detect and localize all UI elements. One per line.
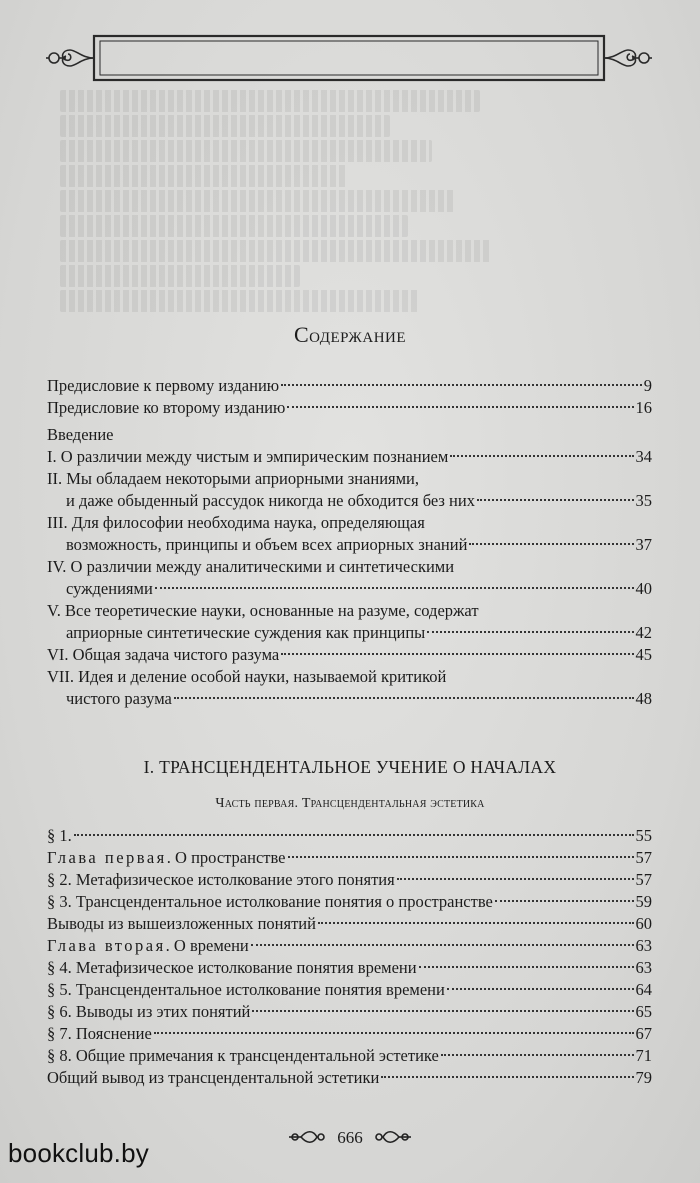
- entry-label: априорные синтетические суждения как принципы: [66, 623, 426, 642]
- page-ref: 9: [643, 376, 652, 395]
- toc-aesthetic: [47, 825, 652, 1089]
- toc-introduction: [47, 424, 652, 710]
- toc-entry: [47, 1045, 652, 1067]
- decorative-header-frame: [42, 28, 656, 88]
- entry-line: IV. О различии между аналитическими и синтетическими: [47, 557, 455, 576]
- entry-label: и даже обыденный рассудок никогда не обходится без них: [66, 491, 475, 510]
- entry-label: VI. Общая задача чистого разума: [47, 645, 280, 664]
- page-ref: 55: [635, 826, 652, 845]
- dot-leader: [251, 944, 634, 946]
- chapter-subject: . О времени: [165, 936, 249, 955]
- left-ornament-icon: [287, 1128, 327, 1151]
- toc-entry: [47, 825, 652, 847]
- page-ref: 37: [635, 535, 652, 554]
- dot-leader: [419, 966, 634, 968]
- page-ref: 71: [635, 1046, 652, 1065]
- dot-leader: [287, 406, 633, 408]
- dot-leader: [441, 1054, 634, 1056]
- toc-entry: [47, 375, 652, 397]
- entry-label: § 6. Выводы из этих понятий: [47, 1002, 251, 1021]
- dot-leader: [154, 1032, 634, 1034]
- entry-line: V. Все теоретические науки, основанные на разуме, содержат: [47, 601, 479, 620]
- dot-leader: [281, 384, 642, 386]
- dot-leader: [450, 455, 633, 457]
- entry-label: Предисловие ко второму изданию: [47, 398, 286, 417]
- introduction-heading: Введение: [47, 425, 114, 444]
- entry-label: Общий вывод из трансцендентальной эстетики: [47, 1068, 380, 1087]
- entry-label: § 7. Пояснение: [47, 1024, 152, 1043]
- dot-leader: [477, 499, 634, 501]
- entry-label: § 8. Общие примечания к трансцендентальной эстетике: [47, 1046, 439, 1065]
- toc-entry: [47, 490, 652, 512]
- toc-entry: [47, 957, 652, 979]
- section-title: I. ТРАНСЦЕНДЕНТАЛЬНОЕ УЧЕНИЕ О НАЧАЛАХ: [143, 757, 557, 777]
- dot-leader: [447, 988, 634, 990]
- page-ref: 48: [635, 689, 652, 708]
- page-ref: 35: [635, 491, 652, 510]
- page-ref: 45: [635, 645, 652, 664]
- page-number: 666: [337, 1128, 363, 1148]
- toc-entry: [47, 1001, 652, 1023]
- entry-label: § 4. Метафизическое истолкование понятия времени: [47, 958, 417, 977]
- right-ornament-icon: [373, 1128, 413, 1151]
- page-ref: 67: [635, 1024, 652, 1043]
- chapter-label: [47, 935, 249, 957]
- toc-entry: [47, 688, 652, 710]
- page-ref: 63: [635, 936, 652, 955]
- toc-entry: [47, 446, 652, 468]
- dot-leader: [281, 653, 633, 655]
- dot-leader: [495, 900, 634, 902]
- entry-label: § 1.: [47, 826, 72, 845]
- watermark: bookclub.by: [8, 1138, 149, 1168]
- entry-label: § 2. Метафизическое истолкование этого понятия: [47, 870, 395, 889]
- toc-entry: [47, 534, 652, 556]
- toc-entry: [47, 397, 652, 419]
- toc-entry: [47, 913, 652, 935]
- toc-entry: [47, 979, 652, 1001]
- toc-entry: [47, 891, 652, 913]
- page-ref: 60: [635, 914, 652, 933]
- toc-entry: [47, 1023, 652, 1045]
- page-ref: 57: [635, 870, 652, 889]
- dot-leader: [155, 587, 634, 589]
- toc-entry: [47, 622, 652, 644]
- contents-title: Содержание: [293, 322, 407, 347]
- dot-leader: [469, 543, 633, 545]
- chapter-subject: . О пространстве: [166, 848, 286, 867]
- dot-leader: [288, 856, 634, 858]
- toc-entry: [47, 1067, 652, 1089]
- chapter-name: Глава вторая: [47, 936, 166, 955]
- entry-label: возможность, принципы и объем всех априорных знаний: [66, 535, 468, 554]
- chapter-label: [47, 847, 286, 869]
- toc-entry: [47, 644, 652, 666]
- page-ref: 42: [635, 623, 652, 642]
- entry-label: Выводы из вышеизложенных понятий: [47, 914, 316, 933]
- dot-leader: [397, 878, 634, 880]
- entry-label: § 3. Трансцендентальное истолкование понятия о пространстве: [47, 892, 493, 911]
- page-ref: 40: [635, 579, 652, 598]
- entry-line: II. Мы обладаем некоторыми априорными знаниями,: [47, 469, 420, 488]
- entry-label: § 5. Трансцендентальное истолкование понятия времени: [47, 980, 445, 999]
- page-ref: 16: [635, 398, 652, 417]
- part-title: Часть первая. Трансцендентальная эстетика: [215, 796, 485, 811]
- page-ref: 79: [635, 1068, 652, 1087]
- dot-leader: [174, 697, 634, 699]
- chapter-name: Глава первая: [47, 848, 167, 867]
- toc-entry: [47, 847, 652, 869]
- toc-front-matter: [47, 375, 652, 419]
- entry-line: III. Для философии необходима наука, определяющая: [47, 513, 425, 532]
- entry-line: VII. Идея и деление особой науки, называемой критикой: [47, 667, 447, 686]
- page-ref: 65: [635, 1002, 652, 1021]
- toc-entry: [47, 869, 652, 891]
- dot-leader: [252, 1010, 633, 1012]
- dot-leader: [381, 1076, 633, 1078]
- dot-leader: [318, 922, 634, 924]
- dot-leader: [74, 834, 634, 836]
- entry-label: чистого разума: [66, 689, 172, 708]
- page-ref: 63: [635, 958, 652, 977]
- page-ref: 59: [635, 892, 652, 911]
- entry-label: суждениями: [66, 579, 153, 598]
- toc-entry: [47, 578, 652, 600]
- page-ref: 57: [635, 848, 652, 867]
- toc-entry: [47, 935, 652, 957]
- page-ref: 64: [635, 980, 652, 999]
- entry-label: Предисловие к первому изданию: [47, 376, 280, 395]
- entry-label: I. О различии между чистым и эмпирическим познанием: [47, 447, 449, 466]
- dot-leader: [427, 631, 633, 633]
- page-ref: 34: [635, 447, 652, 466]
